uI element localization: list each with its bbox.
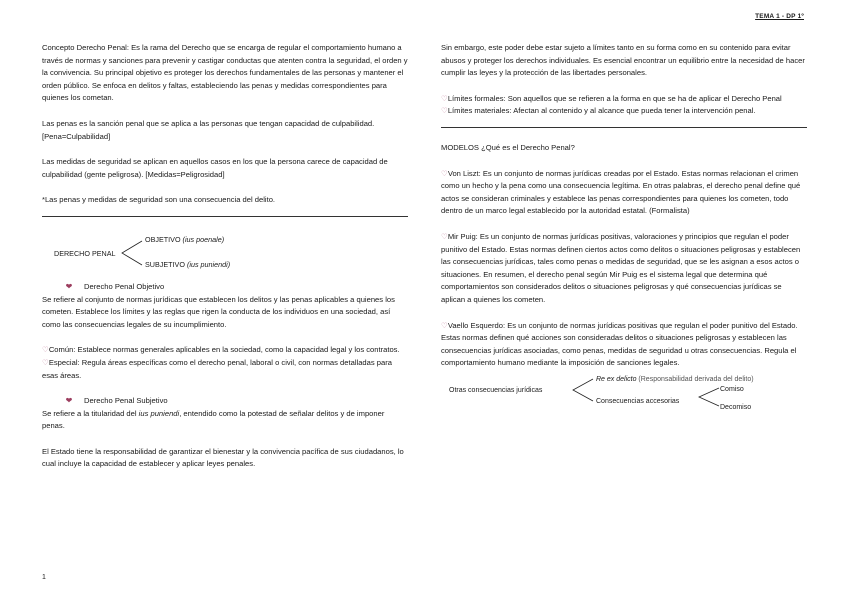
modelos-heading: MODELOS ¿Qué es el Derecho Penal?: [441, 142, 575, 152]
document-tag: TEMA 1 - DP 1º: [755, 13, 804, 20]
otras-consecuencias-diagram: [441, 374, 807, 414]
diagram-objetivo-label: OBJETIVO: [145, 234, 181, 244]
heart-outline-icon: ♡: [441, 168, 448, 178]
diagram-root: DERECHO PENAL: [54, 248, 116, 258]
vaello-paragraph: [441, 320, 807, 370]
diagram2-top-label: Re ex delicto: [596, 375, 637, 383]
objetivo-heading-text: Derecho Penal Objetivo: [84, 281, 165, 291]
left-column: [42, 42, 408, 484]
diagram-subjetivo: [145, 259, 230, 272]
comun-item: [42, 344, 408, 357]
concepto-paragraph: Concepto Derecho Penal: Es la rama del Derecho que se encarga de regular el comportamiento humano a través de normas y sanciones para prevenir y castigar conductas que atenten contra la seguridad, el orden y la convivencia. Su principal objetivo es proteger los derechos fundamentales de las personas y mantener el orden público. Se enfoca en delitos y faltas, estableciendo las penas y medidas correspondientes para quienes los cometan.: [42, 43, 408, 103]
mir-puig-text: Mir Puig: Es un conjunto de normas jurídicas positivas, valoraciones y principios que regulan el poder punitivo del Estado. Estas normas definen ciertos actos como delitos o situaciones peligrosas y establecen las consecuencias jurídicas, tales como penas o medidas de seguridad, que se les asignan a esos actos o situaciones. En resumen, el derecho penal según Mir Puig es el sistema legal que determina qué comportamientos son considerados delitos o situaciones peligrosas y qué consecuencias jurídicas se aplican a quienes los cometen.: [441, 231, 801, 304]
diagram-objetivo-latin: (ius poenale): [182, 234, 225, 244]
comun-text: Común: Establece normas generales aplicables en la sociedad, como la capacidad legal y los contratos.: [48, 345, 400, 355]
limites-formales-text: Límites formales: Son aquellos que se refieren a la forma en que se ha de aplicar el Derecho Penal: [447, 93, 782, 103]
objetivo-paragraph: Se refiere al conjunto de normas jurídicas que establecen los delitos y las penas aplicables a quienes los cometen. Establece los límites y las reglas que rigen la conducta de los individuos en una sociedad, así como las consecuencias legales de su incumplimiento.: [42, 294, 395, 329]
especial-text: Especial: Regula áreas específicas como el derecho penal, laboral o civil, con normas detalladas para esas áreas.: [42, 357, 392, 380]
heart-outline-icon: ♡: [42, 357, 49, 367]
especial-item: [42, 357, 408, 382]
mir-puig-paragraph: [441, 231, 807, 307]
heart-outline-icon: ♡: [42, 345, 49, 355]
vaello-text: Vaello Esquerdo: Es un conjunto de normas jurídicas positivas que regulan el poder punitivo del Estado. Estas normas definen qué acciones son consideradas delitos o situaciones peligrosas y establecen las consecuencias jurídicas asociadas, como penas, medidas de seguridad u otras consecuencias. Regula el comportamiento humano mediante la imposición de sanciones legales.: [441, 320, 798, 368]
section-divider: [441, 127, 807, 128]
limites-intro-paragraph: Sin embargo, este poder debe estar sujeto a límites tanto en su forma como en su contenido para evitar abusos y proteger los derechos individuales. Es esencial encontrar un equilibrio entre la necesidad de hacer cumplir las leyes y la protección de las libertades personales.: [441, 43, 805, 78]
limites-materiales-text: Límites materiales: Afectan al contenido y al alcance que pueda tener la intervención penal.: [447, 106, 756, 116]
subjetivo-latin: ius puniendi: [138, 408, 180, 418]
diagram2-leaf-comiso: Comiso: [720, 385, 744, 393]
right-column: [441, 42, 807, 414]
page-number: 1: [42, 574, 46, 581]
limites-formales-item: [441, 93, 807, 106]
penas-paragraph: Las penas es la sanción penal que se aplica a las personas que tengan capacidad de culpabilidad. [Pena=Culpabilidad]: [42, 118, 375, 141]
subjetivo-heading-text: Derecho Penal Subjetivo: [84, 396, 168, 406]
diagram2-bottom-label: Consecuencias accesorias: [596, 397, 680, 405]
heart-outline-icon: ♡: [441, 93, 448, 103]
heart-icon: ❤: [65, 281, 73, 291]
subjetivo-paragraph: [42, 408, 408, 433]
objetivo-heading: [42, 281, 408, 294]
subjetivo-heading: [42, 395, 408, 408]
diagram2-root: Otras consecuencias jurídicas: [449, 386, 543, 394]
von-liszt-text: Von Liszt: Es un conjunto de normas jurídicas creadas por el Estado. Estas normas relacionan el crimen como un hecho y la pena como una consecuencia legítima. En otras palabras, el derecho penal define qué actos se consideran criminales y establece las penas correspondientes para quienes los cometen, todo dentro de un marco legal establecido por la autoridad estatal. (Formalista): [441, 168, 801, 216]
heart-outline-icon: ♡: [441, 320, 448, 330]
diagram-objetivo: [145, 234, 224, 247]
subjetivo-text-pre: Se refiere a la titularidad del: [42, 408, 139, 418]
diagram-subjetivo-label: SUBJETIVO: [145, 259, 185, 269]
heart-icon: ❤: [65, 396, 73, 406]
diagram2-leaf-decomiso: Decomiso: [720, 403, 752, 411]
consecuencia-note: *Las penas y medidas de seguridad son una consecuencia del delito.: [42, 195, 276, 205]
section-divider: [42, 216, 408, 217]
diagram-subjetivo-latin: (ius puniendi): [186, 259, 231, 269]
diagram2-top-note: (Responsabilidad derivada del delito): [638, 375, 754, 383]
heart-outline-icon: ♡: [441, 106, 448, 116]
subjetivo-text-post: , entendido como la potestad de señalar delitos y de imponer penas.: [42, 408, 385, 431]
limites-materiales-item: [441, 105, 807, 118]
von-liszt-paragraph: [441, 168, 807, 218]
estado-paragraph: El Estado tiene la responsabilidad de garantizar el bienestar y la convivencia pacífica de sus ciudadanos, lo cual incluye la capacidad de establecer y aplicar leyes penales.: [42, 446, 404, 469]
heart-outline-icon: ♡: [441, 231, 448, 241]
derecho-penal-diagram: [42, 231, 408, 275]
medidas-paragraph: Las medidas de seguridad se aplican en aquellos casos en los que la persona carece de capacidad de culpabilidad (gente peligrosa). [Medidas=Peligrosidad]: [42, 157, 388, 179]
